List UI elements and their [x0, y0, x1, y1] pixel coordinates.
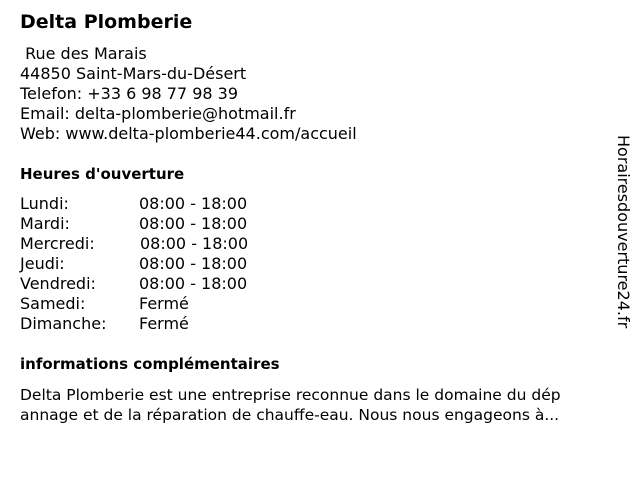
day-label: Samedi:	[20, 294, 86, 313]
time-value: 08:00 - 18:00	[139, 194, 248, 213]
email-address: Email: delta-plomberie@hotmail.fr	[20, 104, 296, 123]
vertical-brand-text: Horairesdouverture24.fr	[614, 135, 633, 329]
info-description	[20, 385, 630, 425]
time-value: 08:00 - 18:00	[139, 214, 248, 233]
day-label: Lundi:	[20, 194, 69, 213]
city-address: 44850 Saint-Mars-du-Désert	[20, 64, 247, 83]
day-label: Mardi:	[20, 214, 70, 233]
phone-number: Telefon: +33 6 98 77 98 39	[20, 84, 239, 103]
day-label: Vendredi:	[20, 274, 96, 293]
address-block	[20, 44, 357, 144]
time-value: 08:00 - 18:00	[139, 254, 248, 273]
time-value: 08:00 - 18:00	[140, 234, 249, 253]
info-line: Delta Plomberie est une entreprise reconnue dans le domaine du dép	[20, 386, 561, 404]
day-label: Dimanche:	[20, 314, 107, 333]
time-value: Fermé	[139, 294, 189, 313]
info-heading: informations complémentaires	[20, 355, 280, 373]
hours-heading: Heures d'ouverture	[20, 165, 185, 183]
street-address: Rue des Marais	[20, 44, 147, 63]
website-address: Web: www.delta-plomberie44.com/accueil	[20, 124, 357, 143]
day-label: Mercredi:	[20, 234, 95, 253]
time-value: 08:00 - 18:00	[139, 274, 248, 293]
business-name: Delta Plomberie	[20, 11, 193, 33]
info-line: annage et de la réparation de chauffe-eau. Nous nous engageons à...	[20, 406, 560, 424]
day-label: Jeudi:	[20, 254, 65, 273]
time-value: Fermé	[139, 314, 189, 333]
